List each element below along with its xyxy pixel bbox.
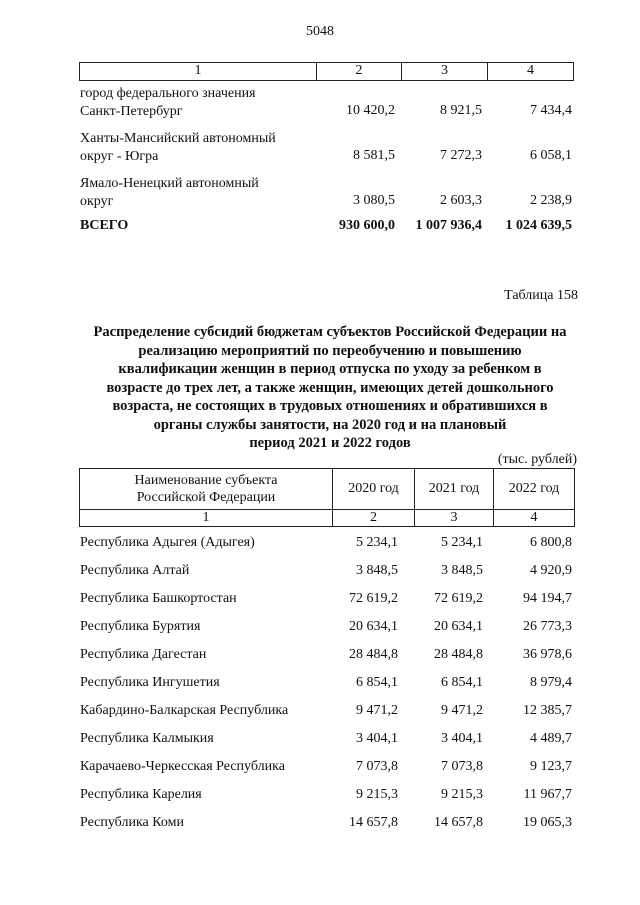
header-2021: 2021 год [414,468,494,510]
subject-name: Республика Алтай [80,563,190,578]
subject-name: Республика Карелия [80,787,202,802]
subject-name: Республика Дагестан [80,647,207,662]
table-label: Таблица 158 [504,288,578,303]
total-2020: 930 600,0 [339,218,395,233]
header-subject-name: Наименование субъекта Российской Федерации [79,468,333,510]
table-row: Республика Алтай 3 848,5 3 848,5 4 920,9 [80,563,572,578]
header-col-number-3: 3 [414,509,494,527]
subject-name: Карачаево-Черкесская Республика [80,759,285,774]
table-row: 10 420,2 8 921,5 7 434,4 [346,103,572,118]
header-col-number-1: 1 [79,509,333,527]
subject-name: Республика Калмыкия [80,731,214,746]
top-col-number-1: 1 [79,62,317,81]
subject-name: Республика Башкортостан [80,591,237,606]
units-label: (тыс. рублей) [497,452,577,467]
header-2020: 2020 год [332,468,415,510]
top-row-name: Ямало-Ненецкий автономный округ [80,176,259,209]
header-col-number-4: 4 [493,509,575,527]
total-2022: 1 024 639,5 [505,218,572,233]
total-label: ВСЕГО [80,218,129,233]
table-row: Республика Адыгея (Адыгея) 5 234,1 5 234,1 6 800,8 [80,535,572,550]
total-2021: 1 007 936,4 [415,218,482,233]
top-col-number-4: 4 [487,62,574,81]
table-row: Республика Башкортостан 72 619,2 72 619,2 94 194,7 [80,591,572,606]
top-row-name: Ханты-Мансийский автономный округ - Югра [80,131,276,164]
subject-name: Республика Ингушетия [80,675,220,690]
top-col-number-3: 3 [401,62,488,81]
table-row: Республика Бурятия 20 634,1 20 634,1 26 773,3 [80,619,572,634]
table-row: Карачаево-Черкесская Республика 7 073,8 7 073,8 9 123,7 [80,759,572,774]
subject-name: Республика Адыгея (Адыгея) [80,535,255,550]
table-row: Республика Карелия 9 215,3 9 215,3 11 967,7 [80,787,572,802]
page-number: 5048 [306,24,334,39]
table-row: 8 581,5 7 272,3 6 058,1 [353,148,572,163]
table-row: Республика Ингушетия 6 854,1 6 854,1 8 979,4 [80,675,572,690]
table-row: 3 080,5 2 603,3 2 238,9 [353,193,572,208]
table-title: Распределение субсидий бюджетам субъектов Российской Федерации на реализацию мероприятий по переобучению и повышению квалификации женщин в период отпуска по уходу за ребенком в возрасте до трех лет, а также женщин, имеющих детей дошкольного возраста, не состоящих в трудовых отношениях и обратившихся в органы службы занятости, на 2020 год и на плановый период 2021 и 2022 годов [93,324,567,451]
subject-name: Республика Коми [80,815,184,830]
table-row: Республика Коми 14 657,8 14 657,8 19 065,3 [80,815,572,830]
header-col-number-2: 2 [332,509,415,527]
table-row: Республика Дагестан 28 484,8 28 484,8 36 978,6 [80,647,572,662]
top-col-number-2: 2 [316,62,402,81]
subject-name: Республика Бурятия [80,619,201,634]
total-row [0,218,640,236]
top-row-name: город федерального значения Санкт-Петербург [80,86,256,119]
table-row: Кабардино-Балкарская Республика 9 471,2 9 471,2 12 385,7 [80,703,572,718]
subject-name: Кабардино-Балкарская Республика [80,703,289,718]
header-2022: 2022 год [493,468,575,510]
table-row: Республика Калмыкия 3 404,1 3 404,1 4 489,7 [80,731,572,746]
